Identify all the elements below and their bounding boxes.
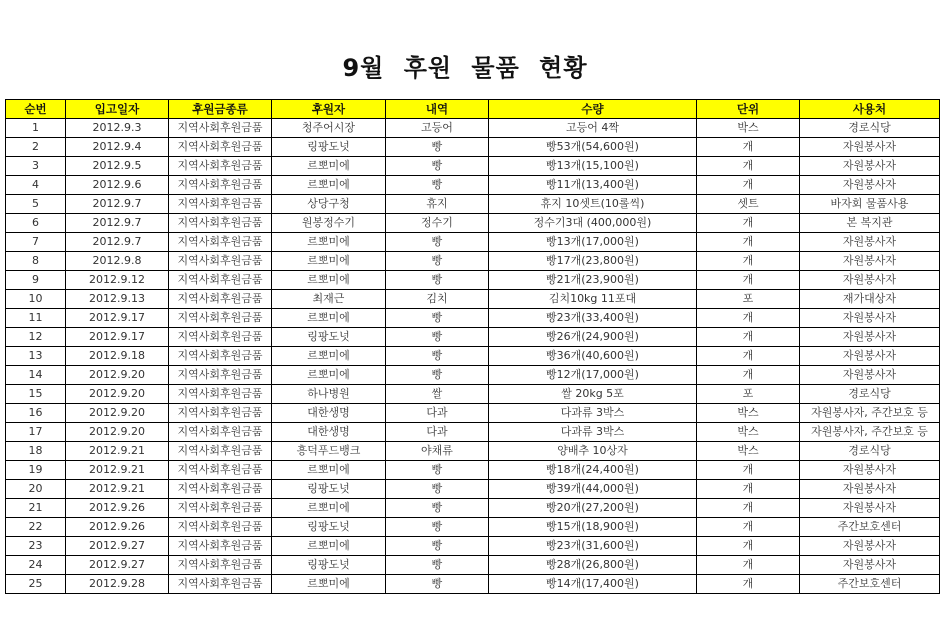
cell-seq[interactable]: 12 [6, 328, 66, 347]
cell-quantity[interactable]: 다과류 3박스 [489, 404, 697, 423]
table-row [6, 290, 940, 309]
cell-unit[interactable]: 개 [697, 575, 800, 594]
cell-date[interactable]: 2012.9.26 [66, 499, 169, 518]
cell-quantity[interactable]: 빵23개(33,400원) [489, 309, 697, 328]
cell-usage[interactable]: 자원봉사자 [800, 480, 940, 499]
cell-seq[interactable]: 4 [6, 176, 66, 195]
cell-quantity[interactable]: 휴지 10셋트(10롤씩) [489, 195, 697, 214]
table-row [6, 309, 940, 328]
cell-quantity[interactable]: 빵26개(24,900원) [489, 328, 697, 347]
cell-usage[interactable]: 자원봉사자 [800, 271, 940, 290]
cell-item[interactable]: 다과 [386, 404, 489, 423]
cell-usage[interactable]: 본 복지관 [800, 214, 940, 233]
cell-donor[interactable]: 원봉정수기 [272, 214, 386, 233]
cell-seq[interactable]: 15 [6, 385, 66, 404]
cell-usage[interactable]: 자원봉사자 [800, 176, 940, 195]
cell-donation-type[interactable]: 지역사회후원금품 [169, 328, 272, 347]
cell-usage[interactable]: 주간보호센터 [800, 518, 940, 537]
table-row [6, 423, 940, 442]
cell-seq[interactable]: 2 [6, 138, 66, 157]
cell-donation-type[interactable]: 지역사회후원금품 [169, 214, 272, 233]
table-row [6, 499, 940, 518]
cell-donation-type[interactable]: 지역사회후원금품 [169, 404, 272, 423]
cell-seq[interactable]: 9 [6, 271, 66, 290]
cell-seq[interactable]: 18 [6, 442, 66, 461]
cell-date[interactable]: 2012.9.3 [66, 119, 169, 138]
table-row [6, 195, 940, 214]
table-row [6, 328, 940, 347]
cell-item[interactable]: 빵 [386, 328, 489, 347]
cell-donor[interactable]: 대한생명 [272, 404, 386, 423]
cell-donation-type[interactable]: 지역사회후원금품 [169, 176, 272, 195]
cell-seq[interactable]: 21 [6, 499, 66, 518]
cell-quantity[interactable]: 빵13개(17,000원) [489, 233, 697, 252]
table-row [6, 385, 940, 404]
cell-usage[interactable]: 바자회 물품사용 [800, 195, 940, 214]
cell-quantity[interactable]: 김치10kg 11포대 [489, 290, 697, 309]
cell-donation-type[interactable]: 지역사회후원금품 [169, 366, 272, 385]
cell-unit[interactable]: 개 [697, 252, 800, 271]
cell-item[interactable]: 빵 [386, 556, 489, 575]
cell-item[interactable]: 빵 [386, 157, 489, 176]
cell-seq[interactable]: 16 [6, 404, 66, 423]
cell-item[interactable]: 빵 [386, 309, 489, 328]
cell-seq[interactable]: 1 [6, 119, 66, 138]
cell-unit[interactable]: 개 [697, 176, 800, 195]
cell-usage[interactable]: 자원봉사자 [800, 309, 940, 328]
cell-usage[interactable]: 자원봉사자 [800, 157, 940, 176]
cell-unit[interactable]: 포 [697, 385, 800, 404]
cell-item[interactable]: 정수기 [386, 214, 489, 233]
table-row [6, 347, 940, 366]
cell-item[interactable]: 다과 [386, 423, 489, 442]
cell-donation-type[interactable]: 지역사회후원금품 [169, 499, 272, 518]
cell-seq[interactable]: 20 [6, 480, 66, 499]
cell-date[interactable]: 2012.9.20 [66, 423, 169, 442]
cell-date[interactable]: 2012.9.28 [66, 575, 169, 594]
cell-usage[interactable]: 경로식당 [800, 385, 940, 404]
cell-item[interactable]: 휴지 [386, 195, 489, 214]
table-row [6, 233, 940, 252]
cell-date[interactable]: 2012.9.26 [66, 518, 169, 537]
cell-date[interactable]: 2012.9.6 [66, 176, 169, 195]
cell-seq[interactable]: 23 [6, 537, 66, 556]
cell-item[interactable]: 빵 [386, 537, 489, 556]
cell-item[interactable]: 쌀 [386, 385, 489, 404]
cell-donor[interactable]: 르뽀미에 [272, 233, 386, 252]
cell-donor[interactable]: 청주어시장 [272, 119, 386, 138]
cell-unit[interactable]: 개 [697, 157, 800, 176]
cell-donor[interactable]: 링팡도넛 [272, 556, 386, 575]
cell-quantity[interactable]: 고등어 4짝 [489, 119, 697, 138]
cell-donation-type[interactable]: 지역사회후원금품 [169, 461, 272, 480]
cell-date[interactable]: 2012.9.7 [66, 233, 169, 252]
cell-item[interactable]: 빵 [386, 366, 489, 385]
cell-usage[interactable]: 자원봉사자 [800, 537, 940, 556]
cell-donor[interactable]: 링팡도넛 [272, 138, 386, 157]
cell-donor[interactable]: 링팡도넛 [272, 518, 386, 537]
cell-item[interactable]: 야채류 [386, 442, 489, 461]
column-header-unit[interactable]: 단위 [697, 100, 800, 119]
cell-usage[interactable]: 자원봉사자 [800, 366, 940, 385]
cell-donation-type[interactable]: 지역사회후원금품 [169, 290, 272, 309]
column-header-usage[interactable]: 사용처 [800, 100, 940, 119]
cell-seq[interactable]: 11 [6, 309, 66, 328]
cell-quantity[interactable]: 빵21개(23,900원) [489, 271, 697, 290]
cell-usage[interactable]: 자원봉사자 [800, 461, 940, 480]
cell-quantity[interactable]: 빵28개(26,800원) [489, 556, 697, 575]
cell-donor[interactable]: 르뽀미에 [272, 461, 386, 480]
cell-date[interactable]: 2012.9.20 [66, 366, 169, 385]
cell-donor[interactable]: 르뽀미에 [272, 176, 386, 195]
cell-unit[interactable]: 개 [697, 138, 800, 157]
cell-usage[interactable]: 자원봉사자, 주간보호 등 [800, 423, 940, 442]
cell-donation-type[interactable]: 지역사회후원금품 [169, 252, 272, 271]
cell-item[interactable]: 김치 [386, 290, 489, 309]
cell-donor[interactable]: 르뽀미에 [272, 366, 386, 385]
table-row [6, 214, 940, 233]
cell-quantity[interactable]: 빵11개(13,400원) [489, 176, 697, 195]
cell-quantity[interactable]: 빵53개(54,600원) [489, 138, 697, 157]
cell-unit[interactable]: 개 [697, 309, 800, 328]
cell-date[interactable]: 2012.9.4 [66, 138, 169, 157]
cell-item[interactable]: 빵 [386, 233, 489, 252]
cell-donation-type[interactable]: 지역사회후원금품 [169, 480, 272, 499]
cell-usage[interactable]: 자원봉사자, 주간보호 등 [800, 404, 940, 423]
page-title: 9월 후원 물품 현황 [342, 54, 588, 82]
cell-seq[interactable]: 3 [6, 157, 66, 176]
cell-item[interactable]: 빵 [386, 461, 489, 480]
cell-seq[interactable]: 6 [6, 214, 66, 233]
cell-usage[interactable]: 자원봉사자 [800, 233, 940, 252]
cell-unit[interactable]: 개 [697, 499, 800, 518]
cell-quantity[interactable]: 빵13개(15,100원) [489, 157, 697, 176]
cell-date[interactable]: 2012.9.21 [66, 461, 169, 480]
table-row [6, 518, 940, 537]
table-row [6, 537, 940, 556]
cell-donor[interactable]: 르뽀미에 [272, 499, 386, 518]
cell-donation-type[interactable]: 지역사회후원금품 [169, 423, 272, 442]
cell-item[interactable]: 빵 [386, 499, 489, 518]
cell-quantity[interactable]: 빵18개(24,400원) [489, 461, 697, 480]
cell-quantity[interactable]: 빵15개(18,900원) [489, 518, 697, 537]
cell-quantity[interactable]: 빵12개(17,000원) [489, 366, 697, 385]
cell-donor[interactable]: 흥덕푸드뱅크 [272, 442, 386, 461]
cell-donation-type[interactable]: 지역사회후원금품 [169, 138, 272, 157]
cell-donor[interactable]: 르뽀미에 [272, 309, 386, 328]
table-row [6, 157, 940, 176]
cell-item[interactable]: 빵 [386, 347, 489, 366]
cell-donor[interactable]: 르뽀미에 [272, 271, 386, 290]
cell-unit[interactable]: 포 [697, 290, 800, 309]
cell-item[interactable]: 빵 [386, 480, 489, 499]
cell-item[interactable]: 빵 [386, 575, 489, 594]
table-row [6, 138, 940, 157]
cell-date[interactable]: 2012.9.18 [66, 347, 169, 366]
table-row [6, 366, 940, 385]
table-row [6, 119, 940, 138]
cell-donation-type[interactable]: 지역사회후원금품 [169, 309, 272, 328]
cell-item[interactable]: 빵 [386, 271, 489, 290]
cell-donation-type[interactable]: 지역사회후원금품 [169, 271, 272, 290]
cell-unit[interactable]: 개 [697, 271, 800, 290]
cell-unit[interactable]: 박스 [697, 423, 800, 442]
cell-donor[interactable]: 대한생명 [272, 423, 386, 442]
cell-date[interactable]: 2012.9.27 [66, 556, 169, 575]
cell-donor[interactable]: 링팡도넛 [272, 328, 386, 347]
cell-date[interactable]: 2012.9.8 [66, 252, 169, 271]
cell-unit[interactable]: 개 [697, 214, 800, 233]
cell-usage[interactable]: 자원봉사자 [800, 252, 940, 271]
cell-unit[interactable]: 셋트 [697, 195, 800, 214]
cell-unit[interactable]: 개 [697, 328, 800, 347]
cell-donor[interactable]: 상당구청 [272, 195, 386, 214]
table-row [6, 556, 940, 575]
cell-unit[interactable]: 개 [697, 461, 800, 480]
cell-item[interactable]: 빵 [386, 176, 489, 195]
cell-donation-type[interactable]: 지역사회후원금품 [169, 518, 272, 537]
column-header-quantity[interactable]: 수량 [489, 100, 697, 119]
cell-seq[interactable]: 7 [6, 233, 66, 252]
cell-donation-type[interactable]: 지역사회후원금품 [169, 537, 272, 556]
donation-table [5, 99, 940, 594]
cell-quantity[interactable]: 쌀 20kg 5포 [489, 385, 697, 404]
cell-donor[interactable]: 르뽀미에 [272, 157, 386, 176]
cell-donation-type[interactable]: 지역사회후원금품 [169, 157, 272, 176]
cell-quantity[interactable]: 빵17개(23,800원) [489, 252, 697, 271]
cell-seq[interactable]: 5 [6, 195, 66, 214]
cell-date[interactable]: 2012.9.20 [66, 385, 169, 404]
cell-seq[interactable]: 17 [6, 423, 66, 442]
cell-item[interactable]: 빵 [386, 138, 489, 157]
cell-donation-type[interactable]: 지역사회후원금품 [169, 575, 272, 594]
cell-usage[interactable]: 자원봉사자 [800, 138, 940, 157]
cell-item[interactable]: 빵 [386, 252, 489, 271]
table-row [6, 461, 940, 480]
cell-donation-type[interactable]: 지역사회후원금품 [169, 195, 272, 214]
cell-quantity[interactable]: 빵20개(27,200원) [489, 499, 697, 518]
cell-date[interactable]: 2012.9.21 [66, 480, 169, 499]
cell-unit[interactable]: 개 [697, 233, 800, 252]
cell-donor[interactable]: 르뽀미에 [272, 252, 386, 271]
cell-unit[interactable]: 박스 [697, 442, 800, 461]
cell-donation-type[interactable]: 지역사회후원금품 [169, 385, 272, 404]
cell-donation-type[interactable]: 지역사회후원금품 [169, 119, 272, 138]
cell-usage[interactable]: 재가대상자 [800, 290, 940, 309]
table-row [6, 575, 940, 594]
cell-quantity[interactable]: 빵39개(44,000원) [489, 480, 697, 499]
column-header-donation-type[interactable]: 후원금종류 [169, 100, 272, 119]
cell-usage[interactable]: 자원봉사자 [800, 499, 940, 518]
column-header-date[interactable]: 입고일자 [66, 100, 169, 119]
cell-seq[interactable]: 13 [6, 347, 66, 366]
cell-donor[interactable]: 르뽀미에 [272, 537, 386, 556]
cell-item[interactable]: 고등어 [386, 119, 489, 138]
header-row [6, 100, 940, 119]
cell-donation-type[interactable]: 지역사회후원금품 [169, 556, 272, 575]
cell-seq[interactable]: 8 [6, 252, 66, 271]
cell-usage[interactable]: 자원봉사자 [800, 328, 940, 347]
cell-quantity[interactable]: 양배추 10상자 [489, 442, 697, 461]
cell-item[interactable]: 빵 [386, 518, 489, 537]
cell-donor[interactable]: 최재근 [272, 290, 386, 309]
cell-donation-type[interactable]: 지역사회후원금품 [169, 233, 272, 252]
cell-donation-type[interactable]: 지역사회후원금품 [169, 442, 272, 461]
cell-date[interactable]: 2012.9.7 [66, 214, 169, 233]
cell-unit[interactable]: 개 [697, 366, 800, 385]
cell-unit[interactable]: 개 [697, 537, 800, 556]
cell-donor[interactable]: 르뽀미에 [272, 575, 386, 594]
column-header-item[interactable]: 내역 [386, 100, 489, 119]
cell-date[interactable]: 2012.9.27 [66, 537, 169, 556]
cell-date[interactable]: 2012.9.17 [66, 328, 169, 347]
cell-unit[interactable]: 개 [697, 347, 800, 366]
cell-usage[interactable]: 주간보호센터 [800, 575, 940, 594]
cell-quantity[interactable]: 빵23개(31,600원) [489, 537, 697, 556]
column-header-donor[interactable]: 후원자 [272, 100, 386, 119]
cell-unit[interactable]: 개 [697, 480, 800, 499]
cell-donation-type[interactable]: 지역사회후원금품 [169, 347, 272, 366]
cell-unit[interactable]: 개 [697, 518, 800, 537]
cell-seq[interactable]: 10 [6, 290, 66, 309]
table-row [6, 404, 940, 423]
cell-seq[interactable]: 19 [6, 461, 66, 480]
cell-donor[interactable]: 하나병원 [272, 385, 386, 404]
cell-seq[interactable]: 24 [6, 556, 66, 575]
cell-date[interactable]: 2012.9.12 [66, 271, 169, 290]
cell-donor[interactable]: 링팡도넛 [272, 480, 386, 499]
table-row [6, 252, 940, 271]
cell-date[interactable]: 2012.9.13 [66, 290, 169, 309]
cell-unit[interactable]: 개 [697, 556, 800, 575]
cell-usage[interactable]: 자원봉사자 [800, 556, 940, 575]
cell-usage[interactable]: 자원봉사자 [800, 347, 940, 366]
cell-quantity[interactable]: 빵36개(40,600원) [489, 347, 697, 366]
cell-unit[interactable]: 박스 [697, 119, 800, 138]
cell-date[interactable]: 2012.9.17 [66, 309, 169, 328]
table-row [6, 271, 940, 290]
cell-quantity[interactable]: 정수기3대 (400,000원) [489, 214, 697, 233]
cell-donor[interactable]: 르뽀미에 [272, 347, 386, 366]
cell-date[interactable]: 2012.9.5 [66, 157, 169, 176]
cell-unit[interactable]: 박스 [697, 404, 800, 423]
cell-usage[interactable]: 경로식당 [800, 442, 940, 461]
cell-seq[interactable]: 25 [6, 575, 66, 594]
cell-usage[interactable]: 경로식당 [800, 119, 940, 138]
table-row [6, 176, 940, 195]
cell-date[interactable]: 2012.9.7 [66, 195, 169, 214]
cell-date[interactable]: 2012.9.21 [66, 442, 169, 461]
cell-quantity[interactable]: 빵14개(17,400원) [489, 575, 697, 594]
cell-quantity[interactable]: 다과류 3박스 [489, 423, 697, 442]
cell-seq[interactable]: 22 [6, 518, 66, 537]
column-header-seq[interactable]: 순번 [6, 100, 66, 119]
table-body [6, 119, 940, 594]
table-row [6, 442, 940, 461]
cell-date[interactable]: 2012.9.20 [66, 404, 169, 423]
table-row [6, 480, 940, 499]
cell-seq[interactable]: 14 [6, 366, 66, 385]
